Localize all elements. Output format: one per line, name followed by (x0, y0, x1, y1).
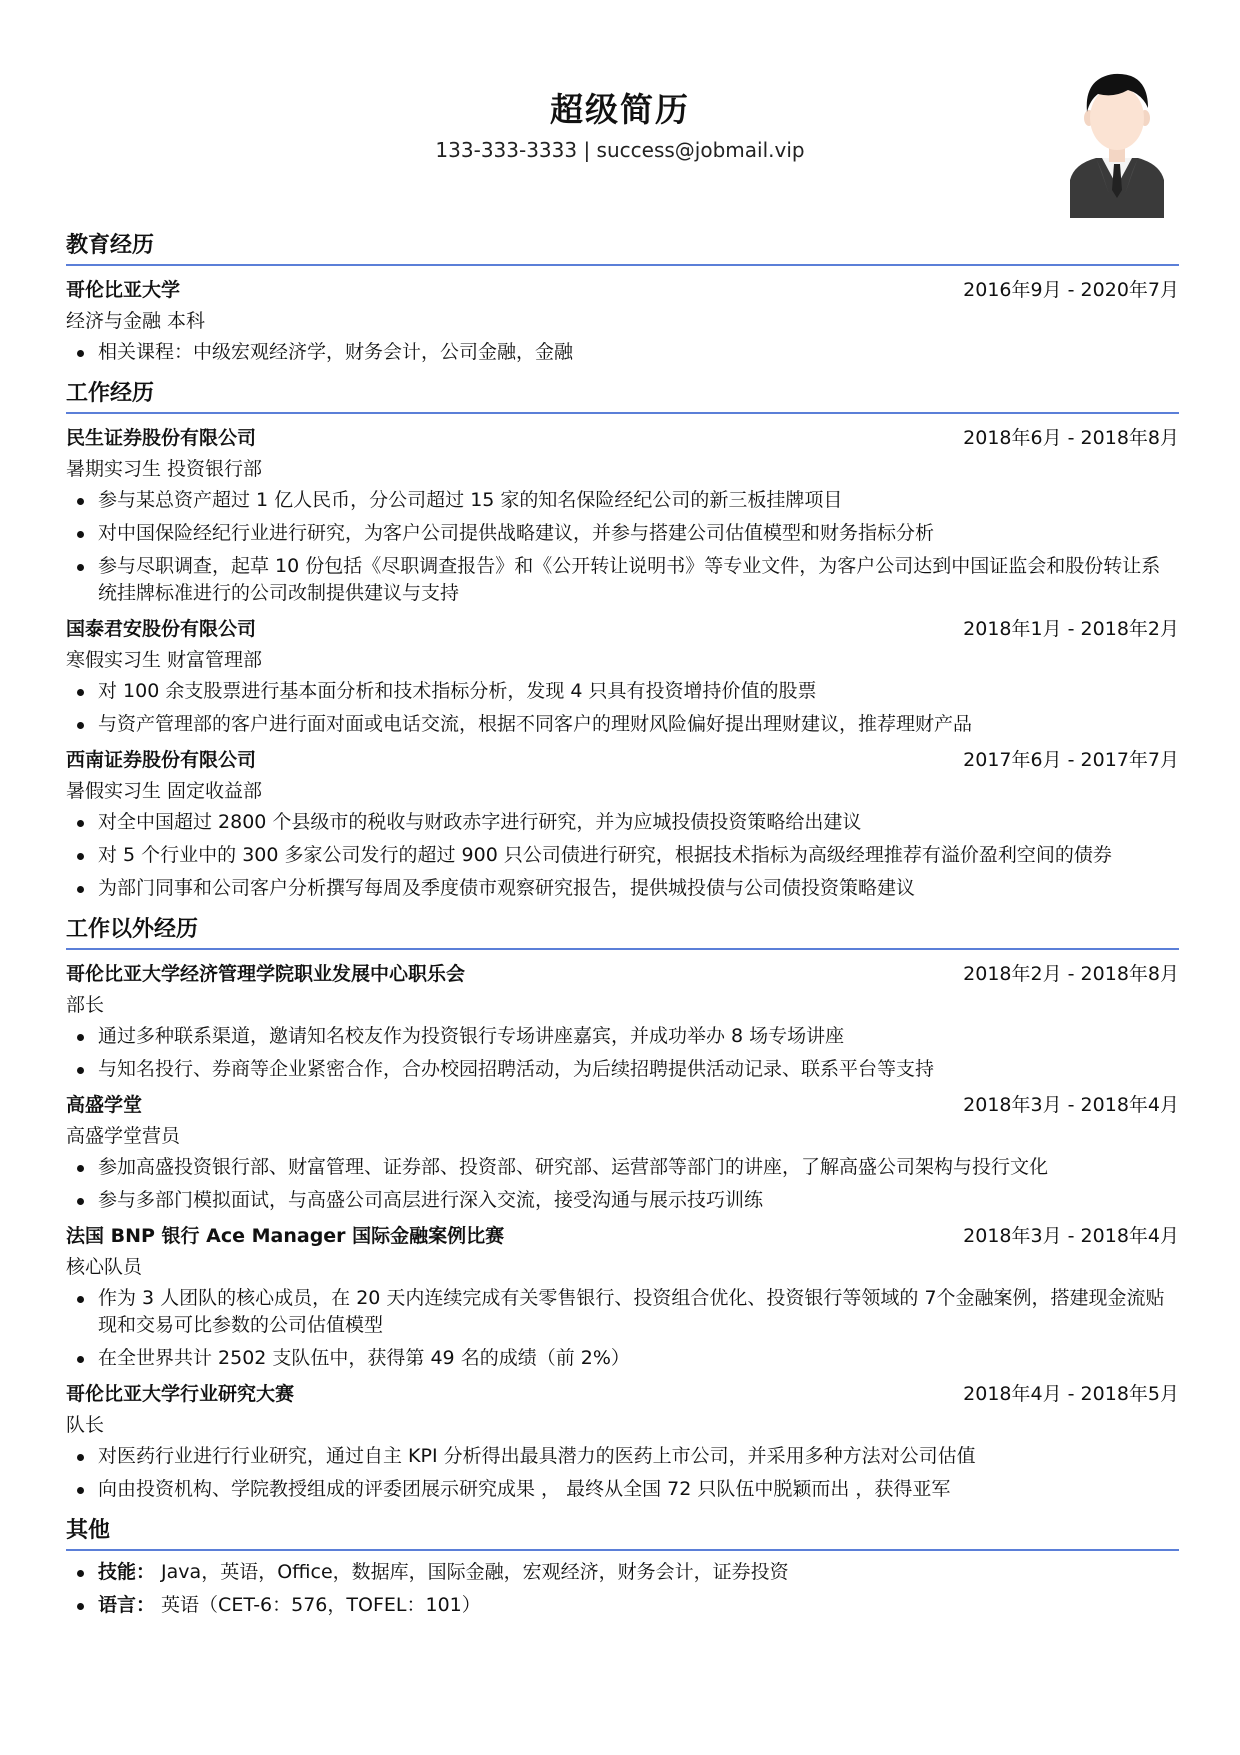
bullet-list (66, 339, 1179, 366)
bullet-dot-icon (77, 1165, 84, 1172)
entry-role: 经济与金融 本科 (66, 310, 206, 332)
bullet-list (66, 1285, 1179, 1372)
bullet-dot-icon (77, 1570, 84, 1577)
bullet-text: 对 100 余支股票进行基本面分析和技术指标分析，发现 4 只具有投资增持价值的股票 (98, 680, 817, 702)
avatar-icon (1062, 68, 1172, 218)
section-title-extra: 工作以外经历 (66, 916, 1179, 950)
section-title-work: 工作经历 (66, 380, 1179, 414)
bullet-dot-icon (77, 1067, 84, 1074)
languages-item (66, 1592, 1179, 1619)
work-entry (66, 613, 1179, 738)
bullet-text: 对全中国超过 2800 个县级市的税收与财政赤字进行研究，并为应城投债投资策略给出建议 (98, 811, 862, 833)
bullet-text: 与知名投行、券商等企业紧密合作，合办校园招聘活动，为后续招聘提供活动记录、联系平台等支持 (98, 1058, 935, 1080)
bullet-dot-icon (77, 531, 84, 538)
entry-org: 法国 BNP 银行 Ace Manager 国际金融案例比赛 (66, 1225, 505, 1247)
bullet-dot-icon (77, 1356, 84, 1363)
bullet-text: 参与尽职调查，起草 10 份包括《尽职调查报告》和《公开转让说明书》等专业文件，为客户公司达到中国证监会和股份转让系统挂牌标准进行的公司改制提供建议与支持 (98, 555, 1161, 604)
entry-role: 队长 (66, 1414, 105, 1436)
work-entry (66, 744, 1179, 902)
entry-role: 暑假实习生 固定收益部 (66, 780, 263, 802)
bullet-item (66, 487, 1179, 514)
bullet-list (66, 487, 1179, 607)
bullet-item (66, 1154, 1179, 1181)
entry-header (66, 1089, 1179, 1121)
bullet-text: 参加高盛投资银行部、财富管理、证券部、投资部、研究部、运营部等部门的讲座，了解高盛公司架构与投行文化 (98, 1156, 1049, 1178)
entry-org: 国泰君安股份有限公司 (66, 618, 257, 640)
extra-section (66, 916, 1179, 1503)
languages-label: 语言： (98, 1594, 156, 1616)
entry-date: 2018年6月 - 2018年8月 (963, 427, 1179, 449)
bullet-dot-icon (77, 1034, 84, 1041)
entry-header (66, 1220, 1179, 1252)
extra-entry (66, 958, 1179, 1083)
bullet-list (66, 1559, 1179, 1619)
bullet-dot-icon (77, 564, 84, 571)
entry-header (66, 1378, 1179, 1410)
bullet-item (66, 842, 1179, 869)
skills-label: 技能： (98, 1561, 156, 1583)
bullet-item (66, 1056, 1179, 1083)
bullet-item (66, 1285, 1179, 1339)
education-entry (66, 274, 1179, 366)
entry-date: 2017年6月 - 2017年7月 (963, 749, 1179, 771)
work-entry (66, 422, 1179, 607)
bullet-item (66, 339, 1179, 366)
entry-org: 西南证券股份有限公司 (66, 749, 257, 771)
entry-date: 2018年2月 - 2018年8月 (963, 963, 1179, 985)
resume-name: 超级简历 (550, 90, 690, 129)
skills-value: Java，英语，Office，数据库，国际金融，宏观经济，财务会计，证券投资 (155, 1561, 789, 1583)
bullet-item (66, 520, 1179, 547)
bullet-list (66, 678, 1179, 738)
bullet-item (66, 1023, 1179, 1050)
education-section (66, 232, 1179, 366)
bullet-list (66, 1154, 1179, 1214)
bullet-dot-icon (77, 853, 84, 860)
entry-org: 哥伦比亚大学行业研究大赛 (66, 1383, 295, 1405)
bullet-text: 为部门同事和公司客户分析撰写每周及季度债市观察研究报告，提供城投债与公司债投资策略建议 (98, 877, 916, 899)
bullet-dot-icon (77, 1198, 84, 1205)
bullet-text: 与资产管理部的客户进行面对面或电话交流，根据不同客户的理财风险偏好提出理财建议，推荐理财产品 (98, 713, 973, 735)
extra-entry (66, 1220, 1179, 1372)
entry-header (66, 422, 1179, 454)
bullet-dot-icon (77, 1487, 84, 1494)
bullet-dot-icon (77, 689, 84, 696)
bullet-list (66, 809, 1179, 902)
bullet-text: 在全世界共计 2502 支队伍中，获得第 49 名的成绩（前 2%） (98, 1347, 630, 1369)
bullet-dot-icon (77, 1296, 84, 1303)
bullet-list (66, 1443, 1179, 1503)
entry-date: 2018年4月 - 2018年5月 (963, 1383, 1179, 1405)
bullet-dot-icon (77, 1454, 84, 1461)
entry-org: 高盛学堂 (66, 1094, 143, 1116)
bullet-item (66, 553, 1179, 607)
entry-header (66, 958, 1179, 990)
bullet-item (66, 1443, 1179, 1470)
entry-role: 核心队员 (66, 1256, 143, 1278)
extra-entry (66, 1378, 1179, 1503)
resume-content (66, 232, 1179, 1633)
entry-role: 寒假实习生 财富管理部 (66, 649, 263, 671)
bullet-item (66, 1345, 1179, 1372)
bullet-dot-icon (77, 1603, 84, 1610)
bullet-item (66, 1187, 1179, 1214)
bullet-item (66, 1476, 1179, 1503)
extra-entry (66, 1089, 1179, 1214)
entry-role: 暑期实习生 投资银行部 (66, 458, 263, 480)
section-title-other: 其他 (66, 1517, 1179, 1551)
bullet-text: 作为 3 人团队的核心成员，在 20 天内连续完成有关零售银行、投资组合优化、投资银行等领域的 7个金融案例，搭建现金流贴现和交易可比参数的公司估值模型 (98, 1287, 1165, 1336)
bullet-item (66, 809, 1179, 836)
entry-date: 2018年3月 - 2018年4月 (963, 1094, 1179, 1116)
entry-date: 2018年1月 - 2018年2月 (963, 618, 1179, 640)
bullet-text: 通过多种联系渠道，邀请知名校友作为投资银行专场讲座嘉宾，并成功举办 8 场专场讲座 (98, 1025, 845, 1047)
bullet-item (66, 875, 1179, 902)
section-title-education: 教育经历 (66, 232, 1179, 266)
bullet-text: 参与某总资产超过 1 亿人民币，分公司超过 15 家的知名保险经纪公司的新三板挂牌项目 (98, 489, 843, 511)
work-section (66, 380, 1179, 902)
entry-header (66, 744, 1179, 776)
bullet-text: 对医药行业进行行业研究，通过自主 KPI 分析得出最具潜力的医药上市公司，并采用多种方法对公司估值 (98, 1445, 976, 1467)
entry-role: 高盛学堂营员 (66, 1125, 181, 1147)
languages-value: 英语（CET-6：576，TOFEL：101） (155, 1594, 481, 1616)
bullet-text: 对中国保险经纪行业进行研究，为客户公司提供战略建议，并参与搭建公司估值模型和财务指标分析 (98, 522, 935, 544)
skills-item (66, 1559, 1179, 1586)
bullet-list (66, 1023, 1179, 1083)
entry-org: 哥伦比亚大学 (66, 279, 181, 301)
entry-date: 2016年9月 - 2020年7月 (963, 279, 1179, 301)
entry-header (66, 274, 1179, 306)
bullet-text: 对 5 个行业中的 300 多家公司发行的超过 900 只公司债进行研究，根据技术指标为高级经理推荐有溢价盈利空间的债券 (98, 844, 1112, 866)
bullet-dot-icon (77, 886, 84, 893)
other-section (66, 1517, 1179, 1619)
entry-org: 民生证券股份有限公司 (66, 427, 257, 449)
entry-org: 哥伦比亚大学经济管理学院职业发展中心职乐会 (66, 963, 466, 985)
bullet-dot-icon (77, 722, 84, 729)
bullet-dot-icon (77, 498, 84, 505)
bullet-dot-icon (77, 350, 84, 357)
bullet-text: 向由投资机构、学院教授组成的评委团展示研究成果 ， 最终从全国 72 只队伍中脱颖而出 ，获得亚军 (98, 1478, 951, 1500)
bullet-item (66, 678, 1179, 705)
entry-role: 部长 (66, 994, 105, 1016)
contact-info: 133-333-3333 | success@jobmail.vip (435, 138, 805, 162)
entry-header (66, 613, 1179, 645)
bullet-dot-icon (77, 820, 84, 827)
bullet-item (66, 711, 1179, 738)
entry-date: 2018年3月 - 2018年4月 (963, 1225, 1179, 1247)
bullet-text: 相关课程：中级宏观经济学，财务会计，公司金融，金融 (98, 341, 574, 363)
bullet-text: 参与多部门模拟面试，与高盛公司高层进行深入交流，接受沟通与展示技巧训练 (98, 1189, 764, 1211)
